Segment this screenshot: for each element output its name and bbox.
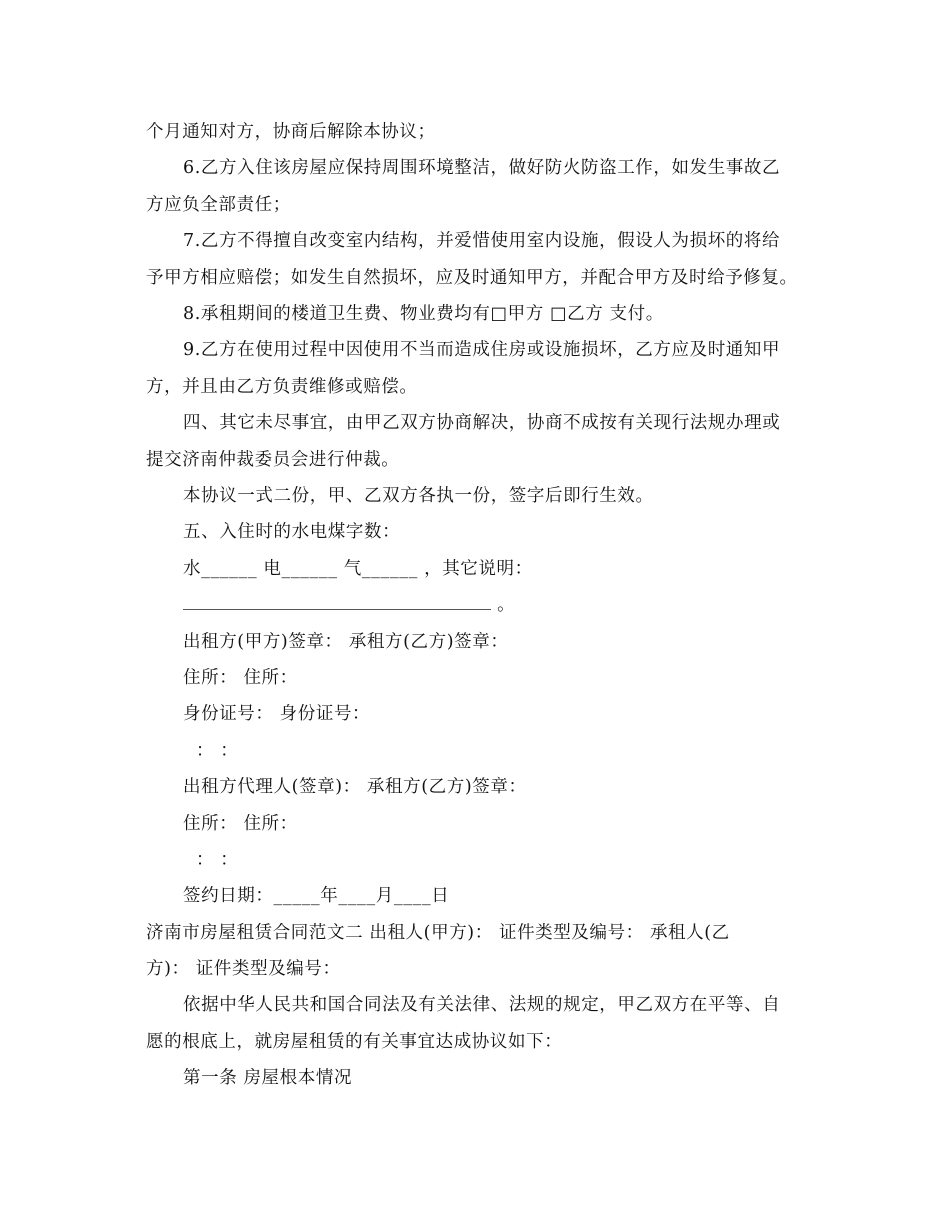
text-line: 7.乙方不得擅自改变室内结构，并爱惜使用室内设施，假设人为损坏的将给 (183, 231, 781, 251)
colon-line: ： ： (196, 741, 239, 761)
text-line: 愿的根底上，就房屋租赁的有关事宜达成协议如下： (146, 1032, 563, 1052)
other-notes-line (183, 594, 515, 616)
text-line: 提交济南仲裁委员会进行仲裁。 (146, 450, 400, 470)
agent-signature-line: 出租方代理人(签章)： 承租方(乙方)签章： (183, 777, 527, 797)
section-title-line: 济南市房屋租赁合同范文二 出租人(甲方)： 证件类型及编号： 承租人(乙 (146, 923, 730, 943)
text-line: 依据中华人民共和国合同法及有关法律、法规的规定，甲乙双方在平等、自 (183, 995, 781, 1015)
text-line: 五、入住时的水电煤字数： (183, 522, 401, 542)
text-line: 个月通知对方，协商后解除本协议； (146, 122, 436, 142)
text-line: 8.承租期间的楼道卫生费、物业费均有□甲方 □乙方 支付。 (183, 304, 664, 324)
text-line: 本协议一式二份，甲、乙双方各执一份，签字后即行生效。 (183, 486, 654, 506)
colon-line: ： ： (196, 850, 239, 870)
text-line: 予甲方相应赔偿；如发生自然损坏，应及时通知甲方，并配合甲方及时给予修复。 (146, 268, 798, 288)
text-period: 。 (497, 595, 516, 615)
text-line: 方，并且由乙方负责维修或赔偿。 (146, 377, 418, 397)
address-line: 住所： 住所： (183, 814, 298, 834)
text-line: 方应负全部责任； (146, 195, 291, 215)
text-line: 9.乙方在使用过程中因使用不当而造成住房或设施损坏，乙方应及时通知甲 (183, 340, 781, 360)
text-line: 6.乙方入住该房屋应保持周围环境整洁，做好防火防盗工作，如发生事故乙 (183, 158, 781, 178)
utility-readings-line: 水______ 电______ 气______ ，其它说明： (183, 559, 533, 579)
address-line: 住所： 住所： (183, 668, 298, 688)
article-heading: 第一条 房屋根本情况 (183, 1068, 353, 1088)
text-line: 四、其它未尽事宜，由甲乙双方协商解决，协商不成按有关现行法规办理或 (183, 413, 781, 433)
text-line: 方)： 证件类型及编号： (146, 959, 341, 979)
signing-date-line: 签约日期：_____年____月____日 (183, 886, 450, 906)
signature-line: 出租方(甲方)签章： 承租方(乙方)签章： (183, 632, 509, 652)
id-number-line: 身份证号： 身份证号： (183, 704, 371, 724)
blank-underline (183, 595, 491, 610)
